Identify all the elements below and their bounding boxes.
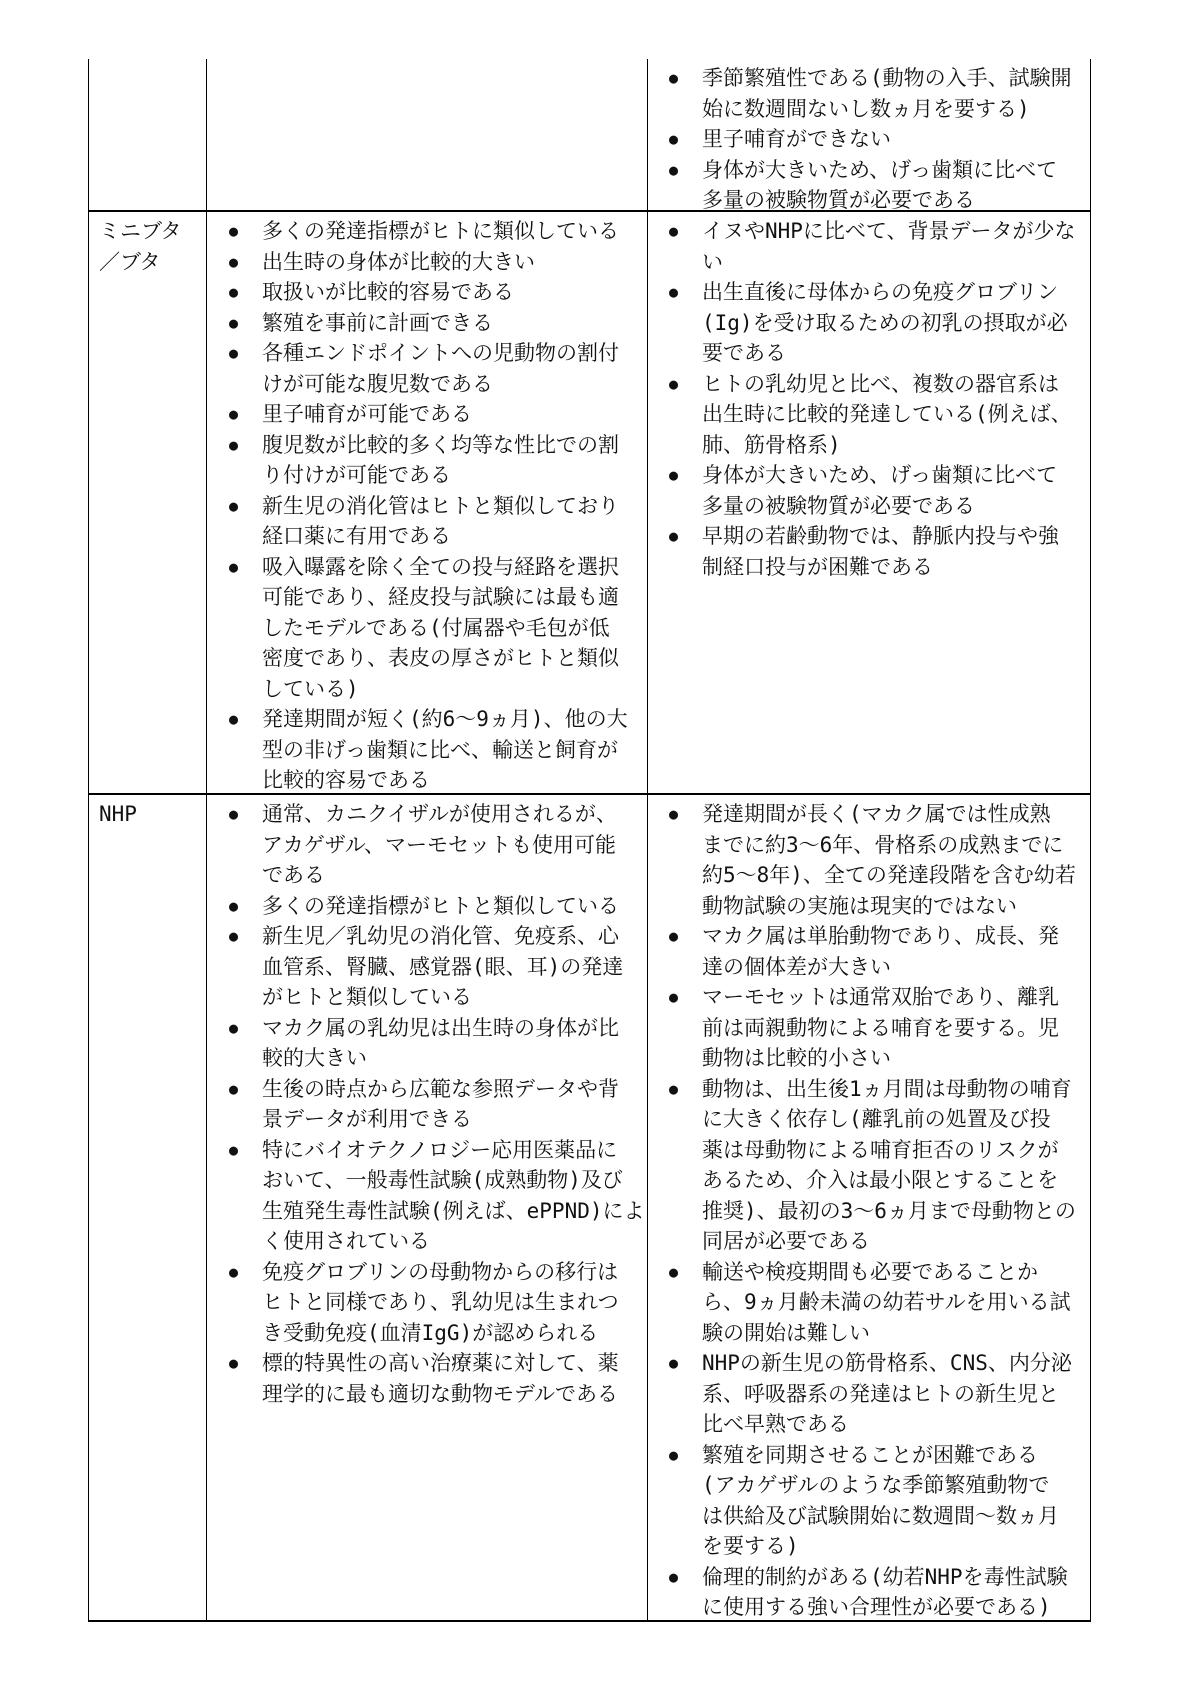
list-item-text: マーモセットは通常双胎であり、離乳 [702, 985, 1059, 1009]
bullet-icon: ● [229, 1018, 239, 1037]
bullet-icon: ● [229, 1354, 239, 1372]
list-item [648, 1257, 1090, 1349]
list-item-text: あるため、介入は最小限とすることを [702, 1168, 1059, 1192]
bullet-icon: ● [229, 1262, 239, 1281]
list-item-text: ら、9ヵ月齢未満の幼若サルを用いる試 [702, 1290, 1071, 1314]
list-item [648, 155, 1090, 216]
list-item-text: は供給及び試験開始に数週間～数ヵ月 [702, 1503, 1059, 1528]
list-item [207, 399, 647, 430]
list-item-text: 約5～8年)、全ての発達段階を含む幼若 [702, 863, 1076, 887]
species-label: NHP [99, 802, 137, 826]
list-item-text: 吸入曝露を除く全ての投与経路を選択 [262, 554, 619, 579]
list-item-text: がヒトと類似している [262, 985, 472, 1009]
list-item [648, 982, 1090, 1074]
bullet-icon: ● [669, 69, 679, 87]
list-item-text: 動物は、出生後1ヵ月間は母動物の哺育 [702, 1076, 1072, 1101]
bullet-icon: ● [229, 405, 239, 423]
bullet-icon: ● [669, 527, 679, 545]
list-item [207, 552, 647, 705]
bullet-icon: ● [669, 1354, 679, 1372]
list-item-text: マカク属は単胎動物であり、成長、発 [702, 924, 1059, 948]
bullet-icon: ● [229, 496, 239, 515]
species-comparison-table [88, 59, 1091, 1622]
bullet-icon: ● [229, 252, 239, 271]
list-item [648, 1074, 1090, 1257]
list-item-text: 密度であり、表皮の厚さがヒトと類似 [262, 646, 619, 670]
species-label: ／ブタ [99, 249, 161, 274]
list-item [207, 430, 647, 491]
list-item-text: に大きく依存し(離乳前の処置及び投 [702, 1107, 1051, 1131]
list-item [648, 799, 1090, 921]
bullet-icon: ● [229, 313, 239, 332]
list-item [207, 247, 647, 278]
list-item-text: 験の開始は難しい [702, 1320, 870, 1345]
bullet-icon: ● [669, 374, 679, 393]
list-item-text: アカゲザル、マーモセットも使用可能 [262, 832, 617, 857]
list-item [207, 216, 647, 247]
list-item [207, 921, 647, 1013]
list-item-text: 身体が大きいため、げっ歯類に比べて [702, 463, 1058, 487]
list-item-text: 較的大きい [262, 1046, 367, 1070]
list-item [648, 460, 1090, 521]
list-item-text: 生殖発生毒性試験(例えば、ePPND)によ [262, 1198, 645, 1223]
bullet-icon: ● [669, 160, 679, 179]
species-cell [89, 795, 207, 1620]
bullet-icon: ● [669, 1567, 679, 1586]
list-item-text: 繁殖を同期させることが困難である [702, 1442, 1038, 1467]
list-item [648, 921, 1090, 982]
list-item-text: 繁殖を事前に計画できる [262, 310, 493, 335]
list-item-text: 景データが利用できる [262, 1107, 472, 1131]
bullet-icon: ● [229, 1140, 239, 1159]
list-item-text: 可能であり、経皮投与試験には最も適 [262, 585, 619, 609]
bullet-icon: ● [669, 1262, 679, 1281]
bullet-icon: ● [229, 557, 239, 576]
list-item [648, 1348, 1090, 1440]
list-item-text: 通常、カニクイザルが使用されるが、 [262, 802, 617, 826]
list-item [648, 369, 1090, 461]
list-item-text: 要である [702, 341, 786, 365]
list-item-text: マカク属の乳幼児は出生時の身体が比 [262, 1015, 619, 1040]
list-item [648, 1562, 1090, 1623]
list-item [207, 308, 647, 339]
bullet-icon: ● [229, 927, 239, 945]
list-item [648, 277, 1090, 369]
advantages-cell [207, 212, 648, 793]
list-item [207, 704, 647, 796]
list-item [207, 277, 647, 308]
list-item-text: (Ig)を受け取るための初乳の摂取が必 [702, 310, 1068, 335]
bullet-icon: ● [229, 710, 239, 728]
list-item [207, 799, 647, 891]
list-item-text: く使用されている [262, 1229, 430, 1253]
bullet-icon: ● [669, 283, 679, 301]
bullet-icon: ● [229, 344, 239, 362]
list-item-text: 特にバイオテクノロジー応用医薬品に [262, 1137, 618, 1162]
list-item-text: 新生児の消化管はヒトと類似しており [262, 493, 619, 518]
list-item-text: き受動免疫(血清IgG)が認められる [262, 1320, 599, 1345]
bullet-icon: ● [669, 1445, 679, 1464]
list-item-text: 比較的容易である [262, 768, 430, 792]
list-item-text: までに約3～6年、骨格系の成熟までに [702, 832, 1064, 857]
disadvantages-cell [648, 795, 1090, 1620]
list-item-text: おいて、一般毒性試験(成熟動物)及び [262, 1168, 623, 1192]
list-item-text: 出生時の身体が比較的大きい [262, 249, 535, 274]
list-item-text: 里子哺育が可能である [262, 402, 472, 426]
bullet-icon: ● [229, 435, 239, 454]
list-item [207, 338, 647, 399]
list-item-text: ヒトの乳幼児と比べ、複数の器官系は [702, 371, 1059, 396]
list-item-text: (アカゲザルのような季節繁殖動物で [702, 1473, 1050, 1497]
list-item-text: 多量の被験物質が必要である [702, 188, 975, 212]
list-item [648, 521, 1090, 582]
bullet-icon: ● [669, 466, 679, 484]
list-item-text: 出生時に比較的発達している(例えば、 [702, 402, 1072, 426]
list-item-text: 制経口投与が困難である [702, 554, 933, 579]
list-item-text: 肺、筋骨格系) [702, 432, 841, 457]
bullet-icon: ● [669, 927, 679, 945]
list-item-text: 多くの発達指標がヒトに類似している [262, 219, 619, 243]
list-item-text: 薬は母動物による哺育拒否のリスクが [702, 1137, 1059, 1162]
list-item-text: 里子哺育ができない [702, 127, 891, 151]
list-item-text: イヌやNHPに比べて、背景データが少な [702, 219, 1076, 243]
list-item [207, 1348, 647, 1409]
list-item-text: ヒトと同様であり、乳幼児は生まれつ [262, 1290, 619, 1314]
species-label: ミニブタ [99, 219, 182, 243]
list-item [207, 1257, 647, 1349]
bullet-icon: ● [229, 805, 239, 823]
list-item [648, 124, 1090, 155]
list-item [648, 63, 1090, 124]
list-item-text: り付けが可能である [262, 463, 451, 487]
list-item-text: 季節繁殖性である(動物の入手、試験開 [702, 66, 1072, 90]
list-item [207, 1135, 647, 1257]
list-item-text: している) [262, 676, 359, 701]
list-item-text: 標的特異性の高い治療薬に対して、薬 [262, 1351, 619, 1375]
bullet-icon: ● [669, 1079, 679, 1098]
list-item [207, 891, 647, 922]
list-item-text: 多量の被験物質が必要である [702, 493, 975, 518]
list-item [648, 1440, 1090, 1562]
list-item-text: 免疫グロブリンの母動物からの移行は [262, 1259, 619, 1284]
list-item-text: 生後の時点から広範な参照データや背 [262, 1076, 619, 1101]
list-item-text: 血管系、腎臓、感覚器(眼、耳)の発達 [262, 954, 624, 979]
bullet-icon: ● [229, 896, 239, 915]
list-item-text: 腹児数が比較的多く均等な性比での割 [262, 432, 619, 457]
list-item-text: である [262, 863, 325, 887]
list-item-text: 多くの発達指標がヒトと類似している [262, 893, 619, 918]
list-item-text: 発達期間が長く(マカク属では性成熟 [702, 802, 1051, 826]
list-item-text: 輸送や検疫期間も必要であることか [702, 1259, 1038, 1284]
list-item-text: を要する) [702, 1534, 799, 1558]
bullet-icon: ● [229, 222, 239, 240]
list-item-text: 出生直後に母体からの免疫グロブリン [702, 280, 1059, 304]
list-item-text: 経口薬に有用である [262, 524, 451, 548]
list-item-text: い [702, 249, 723, 274]
list-item-text: 比べ早熟である [702, 1412, 849, 1436]
advantages-cell [207, 59, 648, 210]
list-item-text: 新生児／乳幼児の消化管、免疫系、心 [262, 924, 619, 948]
list-item-text: 身体が大きいため、げっ歯類に比べて [702, 157, 1058, 182]
list-item [207, 1074, 647, 1135]
bullet-icon: ● [229, 1079, 239, 1098]
list-item-text: に使用する強い合理性が必要である) [702, 1595, 1051, 1619]
list-item [207, 1013, 647, 1074]
bullet-icon: ● [229, 283, 239, 301]
list-item-text: 系、呼吸器系の発達はヒトの新生児と [702, 1381, 1059, 1406]
list-item-text: したモデルである(付属器や毛包が低 [262, 615, 610, 640]
list-item [648, 216, 1090, 277]
advantages-cell [207, 795, 648, 1620]
species-cell [89, 59, 207, 210]
bullet-icon: ● [669, 130, 679, 148]
species-cell [89, 212, 207, 793]
list-item-text: 達の個体差が大きい [702, 954, 891, 979]
disadvantages-cell [648, 212, 1090, 793]
bullet-icon: ● [669, 222, 679, 240]
list-item-text: 動物試験の実施は現実的ではない [702, 893, 1017, 918]
bullet-icon: ● [669, 988, 679, 1006]
table-row [89, 212, 1090, 795]
list-item-text: 倫理的制約がある(幼若NHPを毒性試験 [702, 1564, 1068, 1589]
list-item-text: 始に数週間ないし数ヵ月を要する) [702, 96, 1030, 121]
bullet-icon: ● [669, 805, 679, 823]
list-item-text: 前は両親動物による哺育を要する。児 [702, 1015, 1059, 1040]
table-row [89, 59, 1090, 212]
list-item-text: 理学的に最も適切な動物モデルである [262, 1381, 618, 1406]
list-item-text: 動物は比較的小さい [702, 1046, 891, 1070]
list-item-text: NHPの新生児の筋骨格系、CNS、内分泌 [702, 1351, 1072, 1375]
list-item-text: 同居が必要である [702, 1229, 870, 1253]
list-item-text: 早期の若齢動物では、静脈内投与や強 [702, 524, 1059, 548]
list-item-text: 取扱いが比較的容易である [262, 280, 514, 304]
list-item-text: 発達期間が短く(約6～9ヵ月)、他の大 [262, 707, 628, 731]
list-item-text: けが可能な腹児数である [262, 371, 493, 396]
list-item-text: 型の非げっ歯類に比べ、輸送と飼育が [262, 737, 618, 762]
disadvantages-cell [648, 59, 1090, 210]
list-item-text: 推奨)、最初の3～6ヵ月まで母動物との [702, 1198, 1076, 1223]
list-item [207, 491, 647, 552]
list-item-text: 各種エンドポイントへの児動物の割付 [262, 341, 619, 365]
table-row [89, 795, 1090, 1622]
